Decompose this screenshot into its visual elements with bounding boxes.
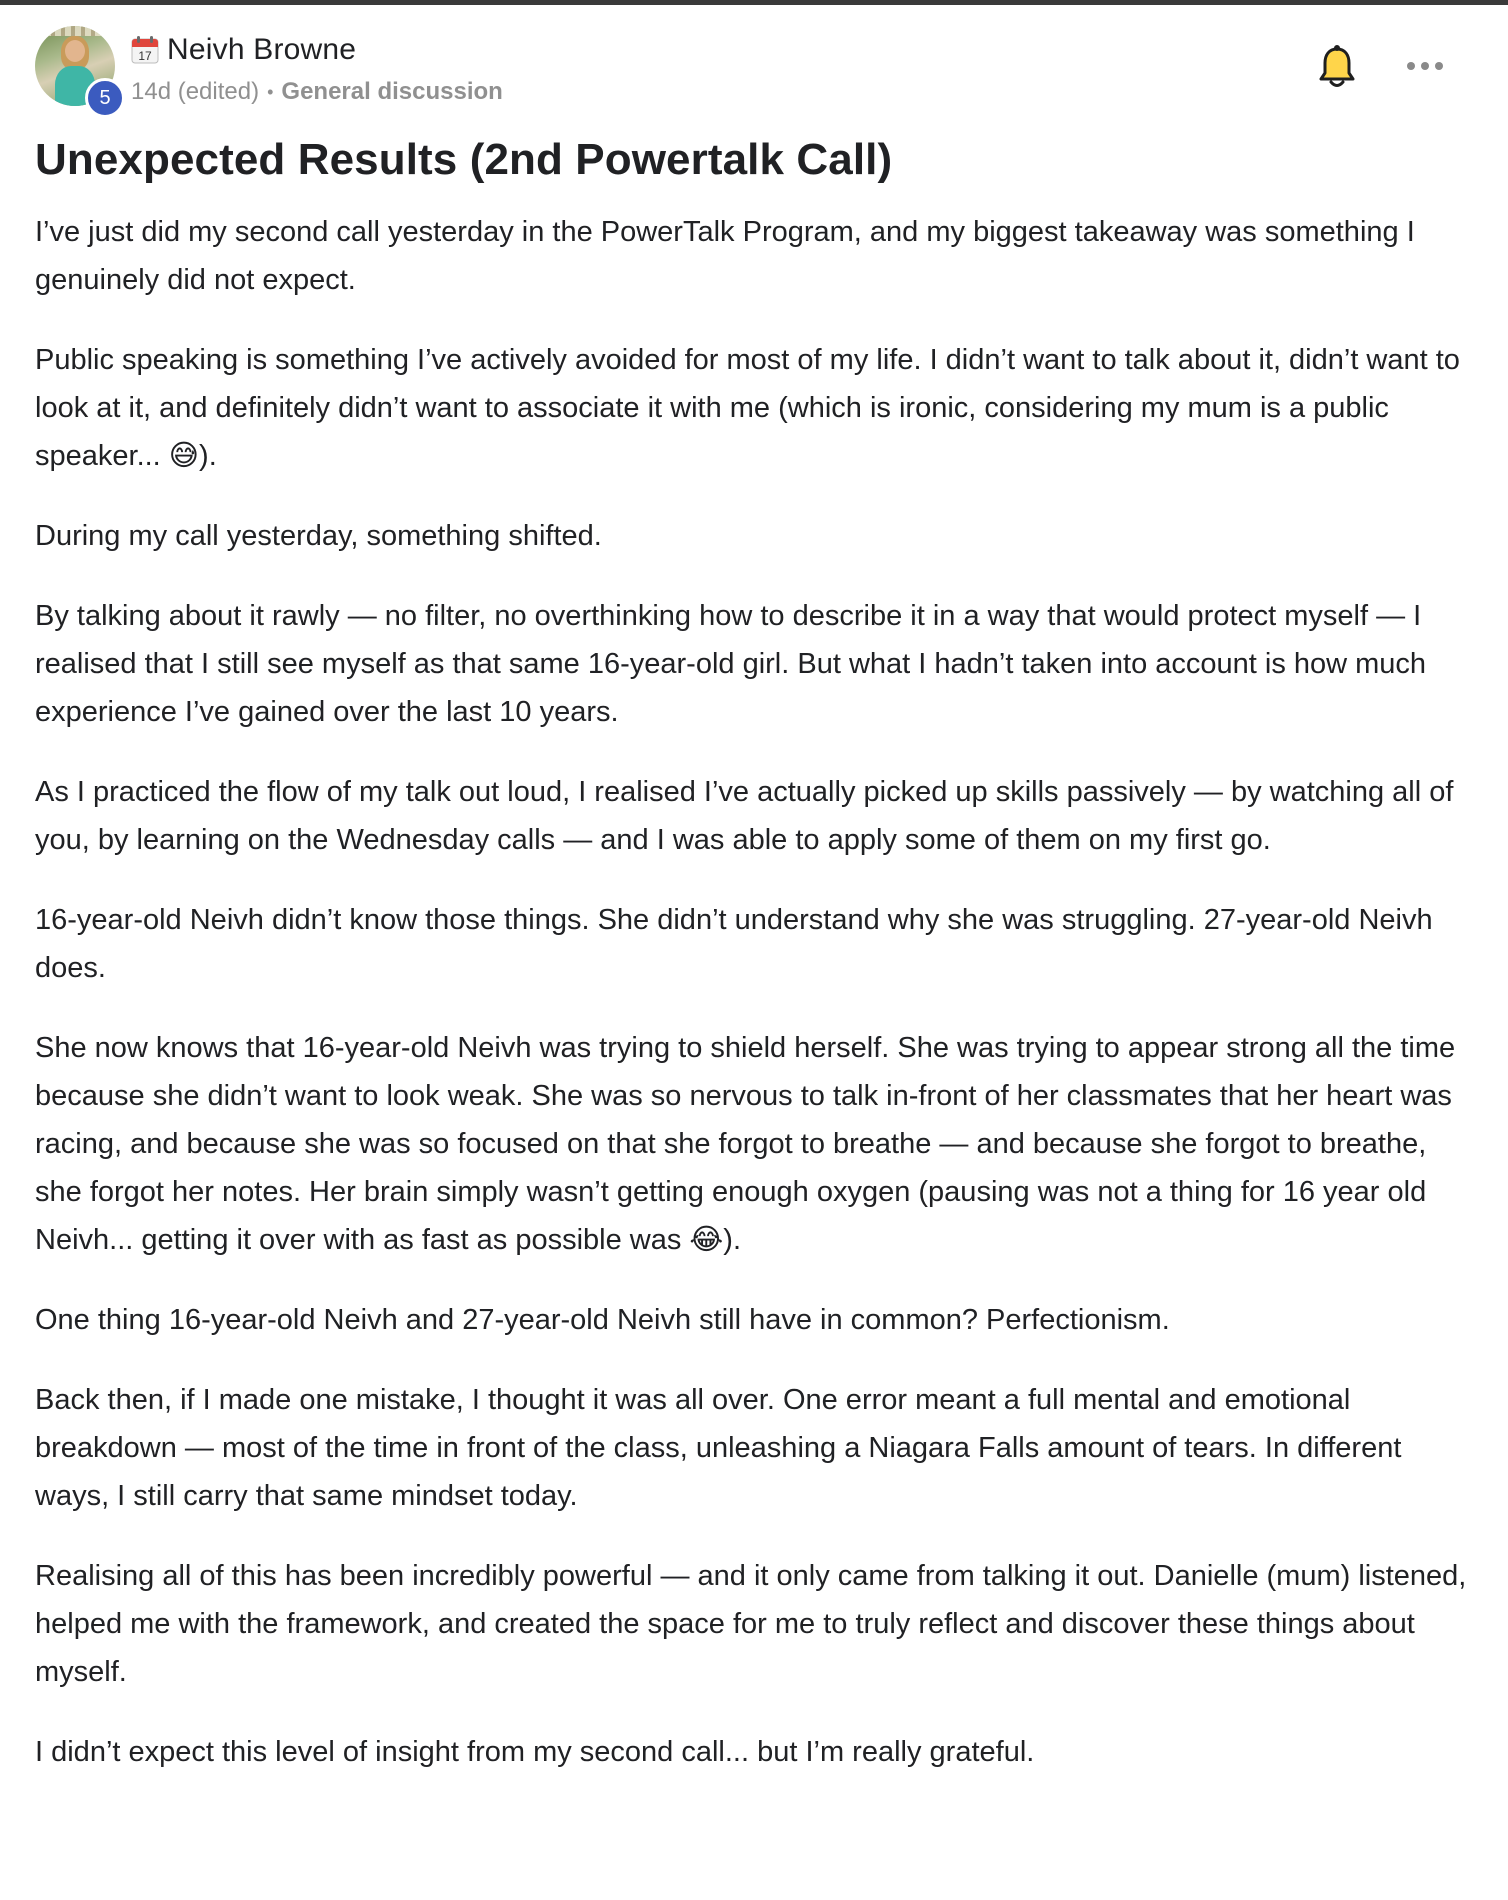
post-paragraph: As I practiced the flow of my talk out loud, I realised I’ve actually picked up skills passively — by watching all of you, by learning on the Wednesday calls — and I was able to apply some of them on my first go. [35, 776, 1462, 856]
post-paragraph: She now knows that 16-year-old Neivh was trying to shield herself. She was trying to appear strong all the time because she didn’t want to look weak. She was so nervous to talk in-front of her classmates that her heart was racing, and because she was so focused on that she forgot to breathe — and because she forgot to breathe, she forgot her notes. Her brain simply wasn’t getting enough oxygen (pausing was not a thing for 16 year old Neivh... getting it over with as fast as possible was 😂). [35, 1032, 1464, 1256]
post-paragraph: Back then, if I made one mistake, I thought it was all over. One error meant a full mental and emotional breakdown — most of the time in front of the class, unleashing a Niagara Falls amount of tears. In different ways, I still carry that same mindset today. [35, 1384, 1410, 1512]
post-paragraph: Realising all of this has been incredibly powerful — and it only came from talking it out. Danielle (mum) listened, helped me with the framework, and created the space for me to truly reflect and discover these things about myself. [35, 1560, 1475, 1688]
bell-icon [1317, 44, 1357, 92]
post-time: 14d (edited) [131, 78, 260, 105]
meta-separator: • [267, 81, 274, 102]
post-paragraph: I didn’t expect this level of insight from my second call... but I’m really grateful. [35, 1736, 1035, 1768]
post-header [35, 24, 1475, 116]
author-line [131, 32, 356, 68]
follow-bell-button[interactable] [1317, 44, 1357, 92]
more-horizontal-icon [1401, 52, 1449, 80]
calendar-day-text: 17 [138, 49, 152, 63]
post-paragraph: One thing 16-year-old Neivh and 27-year-old Neivh still have in common? Perfectionism. [35, 1304, 1170, 1336]
post-meta [131, 78, 503, 106]
post-title: Unexpected Results (2nd Powertalk Call) [35, 135, 893, 184]
level-badge: 5 [85, 78, 125, 118]
author-name[interactable]: Neivh Browne [167, 33, 357, 66]
post-paragraph: During my call yesterday, something shifted. [35, 520, 602, 552]
calendar-icon [131, 36, 159, 64]
post-paragraph: Public speaking is something I’ve actively avoided for most of my life. I didn’t want to talk about it, didn’t want to look at it, and definitely didn’t want to associate it with me (which is ironic, considering my mum is a public speaker... 😅). [35, 344, 1468, 472]
post-paragraph: By talking about it rawly — no filter, no overthinking how to describe it in a way that would protect myself — I realised that I still see myself as that same 16-year-old girl. But what I hadn’t taken into account is how much experience I’ve gained over the last 10 years. [35, 600, 1435, 728]
top-border [0, 0, 1508, 5]
post-paragraph: 16-year-old Neivh didn’t know those things. She didn’t understand why she was struggling. 27-year-old Neivh does. [35, 904, 1441, 984]
post-paragraph: I’ve just did my second call yesterday in the PowerTalk Program, and my biggest takeaway was something I genuinely did not expect. [35, 216, 1423, 296]
post [35, 24, 1475, 1808]
post-body [35, 208, 1475, 1776]
more-options-button[interactable] [1401, 52, 1449, 80]
category-link[interactable]: General discussion [281, 78, 503, 105]
author-avatar-container[interactable] [35, 26, 115, 109]
